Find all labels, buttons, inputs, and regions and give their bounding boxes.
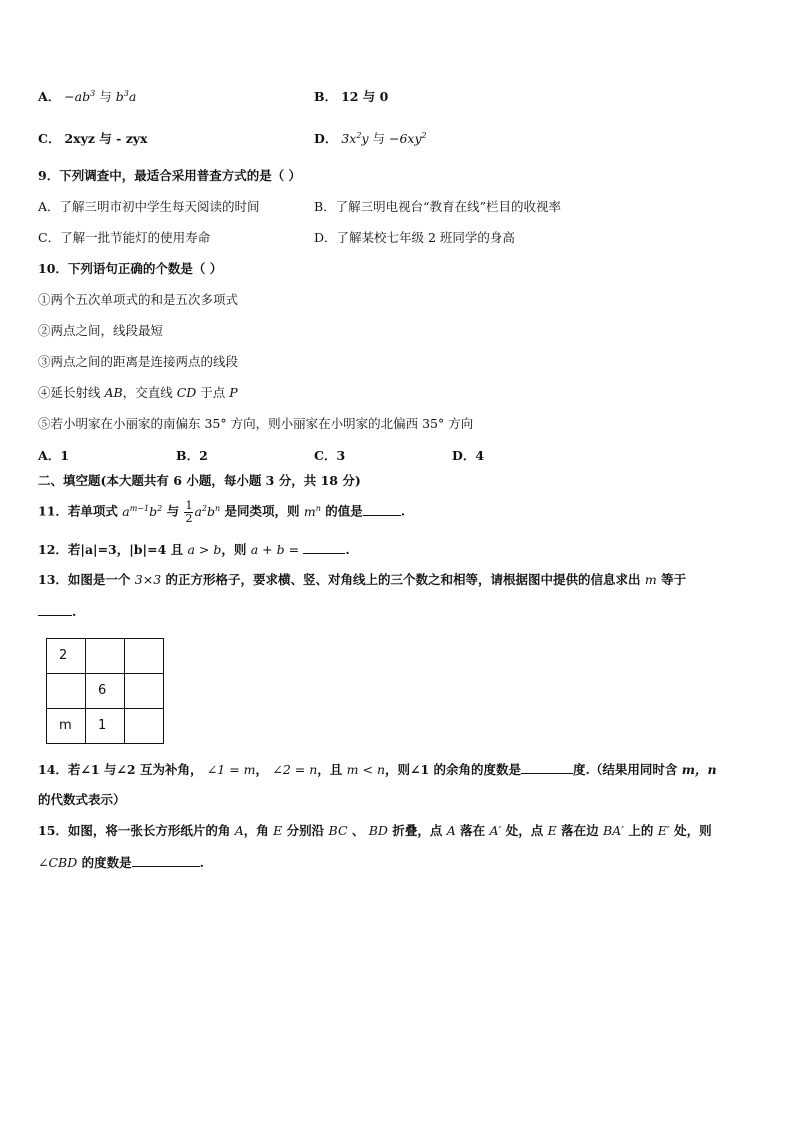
q10-statement-2: ②两点之间，线段最短 xyxy=(38,323,164,338)
grid-cell xyxy=(125,674,164,709)
q15-part10: 处，则 xyxy=(674,823,712,838)
q8-option-a-expr2: $b^3a$ xyxy=(115,88,137,104)
q15-answer-blank xyxy=(132,854,200,867)
q11-fraction: $\frac{1}{2}$ xyxy=(185,499,193,525)
grid-cell xyxy=(125,709,164,744)
q14-vars: m，n xyxy=(681,762,717,777)
q15-part6: 落在 xyxy=(460,823,486,838)
q11-suffix: 的值是 xyxy=(325,503,363,519)
q14-line1 xyxy=(38,761,717,777)
q15-end: . xyxy=(199,855,204,870)
q10-statement-4 xyxy=(38,385,238,400)
section-2-title: 二、填空题(本大题共有 6 小题，每小题 3 分，共 18 分) xyxy=(38,473,361,488)
q11-monomial-1: $a^{m-1}b^2$ xyxy=(122,503,163,519)
q13-size: 3×3 xyxy=(134,572,162,587)
grid-cell xyxy=(47,674,86,709)
q8-option-d-label: D． xyxy=(314,131,338,146)
q14-part3: ，且 xyxy=(317,762,343,777)
q14-angle2-eq: ∠2 = n xyxy=(272,762,318,777)
q8-option-b xyxy=(314,89,388,104)
grid-cell xyxy=(125,639,164,674)
q8-option-d-conj: 与 xyxy=(372,131,385,146)
q13-part1: 13．如图是一个 xyxy=(38,572,131,587)
q15-point-a-prime: A′ xyxy=(489,823,502,838)
q10-option-c: C．3 xyxy=(314,448,346,463)
q9-option-a: A．了解三明市初中学生每天阅读的时间 xyxy=(38,199,260,214)
q13-grid xyxy=(46,638,164,744)
grid-cell: 2 xyxy=(47,639,86,674)
q11-end: . xyxy=(400,503,406,519)
q15-part9: 上的 xyxy=(628,823,654,838)
q8-option-a-expr1: $-ab^3$ xyxy=(64,88,96,104)
q15-point-e: E xyxy=(547,823,557,838)
q14-angle1-eq: ∠1 = m xyxy=(206,762,256,777)
q12 xyxy=(38,541,350,557)
grid-row xyxy=(47,709,164,744)
q14-part4: ，则∠1 的余角的度数是 xyxy=(385,762,522,777)
q15-line1 xyxy=(38,823,712,838)
q11-monomial-2: $a^2b^n$ xyxy=(194,503,221,519)
q13-line1 xyxy=(38,572,686,587)
q8-option-c-label: C． xyxy=(38,131,61,146)
q12-end: . xyxy=(345,542,350,557)
q14-answer-blank xyxy=(521,761,573,774)
grid-cell: 6 xyxy=(86,674,125,709)
q8-option-b-text: 12 与 0 xyxy=(341,89,389,104)
q10-statement-5: ⑤若小明家在小丽家的南偏东 35° 方向，则小丽家在小明家的北偏西 35° 方向 xyxy=(38,416,474,431)
q12-expression: a + b = xyxy=(250,542,300,557)
q13-end: . xyxy=(72,604,77,619)
q11-power: $m^n$ xyxy=(303,503,321,519)
q15-part5: 折叠，点 xyxy=(392,823,443,838)
q8-option-d-expr1: $3x^2y$ xyxy=(341,130,369,146)
q10-statement-4-part2: ，交直线 xyxy=(122,385,173,400)
q8-option-a xyxy=(38,89,136,104)
q15-line2 xyxy=(38,854,204,870)
q10-stem: 10．下列语句正确的个数是（ ） xyxy=(38,261,223,276)
q9-option-c: C．了解一批节能灯的使用寿命 xyxy=(38,230,211,245)
q8-option-d xyxy=(314,131,427,146)
q11-conj: 与 xyxy=(166,503,180,519)
q15-point-a: A xyxy=(446,823,456,838)
q15-part4: 、 xyxy=(351,823,365,838)
q10-line-cd: CD xyxy=(176,385,197,400)
q8-option-d-expr2: $-6xy^2$ xyxy=(388,130,427,146)
q10-statement-1: ①两个五次单项式的和是五次多项式 xyxy=(38,292,239,307)
q10-point-p: P xyxy=(229,385,238,400)
q10-ray-ab: AB xyxy=(104,385,123,400)
q15-edge-ba-prime: BA′ xyxy=(602,823,624,838)
q14-line2: 的代数式表示） xyxy=(38,792,126,807)
q9-option-d: D．了解某校七年级 2 班同学的身高 xyxy=(314,230,515,245)
q8-option-a-conj: 与 xyxy=(99,89,112,104)
q9-stem: 9．下列调查中，最适合采用普查方式的是（ ） xyxy=(38,168,302,183)
q10-option-b: B．2 xyxy=(176,448,208,463)
grid-cell: 1 xyxy=(86,709,125,744)
q15-part8: 落在边 xyxy=(561,823,599,838)
q10-option-d: D．4 xyxy=(452,448,485,463)
q12-condition: a > b xyxy=(187,542,222,557)
q8-option-b-label: B． xyxy=(314,89,338,104)
q14-condition: m < n xyxy=(346,762,385,777)
q9-option-b: B．了解三明电视台“教育在线”栏目的收视率 xyxy=(314,199,561,214)
q15-angle-cbd: ∠CBD xyxy=(38,855,78,870)
grid-row xyxy=(47,639,164,674)
q14-part1: 14．若∠1 与∠2 互为补角， xyxy=(38,762,203,777)
q15-part3: 分别沿 xyxy=(286,823,325,838)
q11-prefix: 11．若单项式 xyxy=(38,503,118,519)
q13-part3: 等于 xyxy=(661,572,687,587)
q15-angle-e: E xyxy=(273,823,283,838)
q10-statement-4-part3: 于点 xyxy=(200,385,226,400)
q15-line-bc: BC xyxy=(328,823,348,838)
q13-answer-blank xyxy=(38,603,72,616)
q11 xyxy=(38,500,405,524)
q12-answer-blank xyxy=(303,541,345,554)
q15-part11: 的度数是 xyxy=(81,855,132,870)
q10-statement-4-part1: ④延长射线 xyxy=(38,385,101,400)
q12-mid: ，则 xyxy=(221,542,247,557)
grid-row xyxy=(47,674,164,709)
q11-answer-blank xyxy=(363,503,401,516)
q8-option-c-text: 2xyz 与 - zyx xyxy=(64,131,148,146)
q13-var-m: m xyxy=(644,572,657,587)
q14-part5: 度.（结果用同时含 xyxy=(573,762,678,777)
grid-cell xyxy=(86,639,125,674)
q13-part2: 的正方形格子，要求横、竖、对角线上的三个数之和相等，请根据图中提供的信息求出 xyxy=(165,572,641,587)
q15-part7: 处，点 xyxy=(505,823,544,838)
q8-option-c xyxy=(38,131,148,146)
q10-statement-3: ③两点之间的距离是连接两点的线段 xyxy=(38,354,239,369)
q12-prefix: 12．若|a|=3，|b|=4 且 xyxy=(38,542,184,557)
q13-line2 xyxy=(38,603,76,619)
q14-part2: ， xyxy=(255,762,269,777)
q11-mid: 是同类项，则 xyxy=(224,503,300,519)
q15-angle-a: A xyxy=(234,823,244,838)
q15-line-bd: BD xyxy=(368,823,388,838)
q15-part2: ，角 xyxy=(243,823,269,838)
grid-cell: m xyxy=(47,709,86,744)
q15-part1: 15．如图，将一张长方形纸片的角 xyxy=(38,823,231,838)
q8-option-a-label: A． xyxy=(38,89,61,104)
q10-option-a: A．1 xyxy=(38,448,69,463)
q15-point-e-prime: E′ xyxy=(657,823,670,838)
